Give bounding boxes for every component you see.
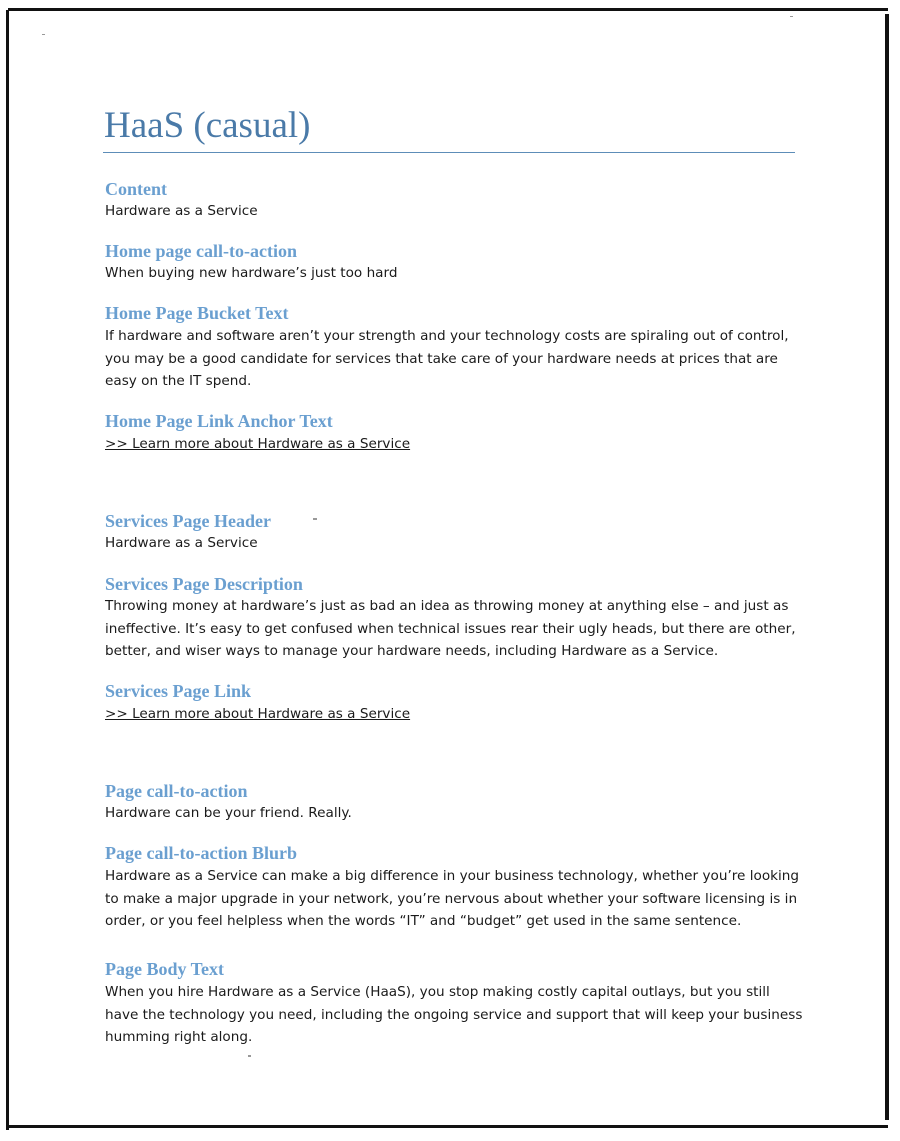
page-border-left: [6, 10, 9, 1130]
section-heading-page-cta: Page call-to-action: [105, 781, 248, 801]
section-body-page-cta: Hardware can be your friend. Really.: [105, 805, 352, 821]
section-body-home-link-anchor: [105, 433, 805, 456]
section-body-services-link: [105, 703, 805, 726]
scan-speck: [313, 518, 317, 520]
section-body-services-header: Hardware as a Service: [105, 535, 258, 551]
section-body-page-body-text: When you hire Hardware as a Service (HaaS), you stop making costly capital outlays, but you still have the technology you need, including the ongoing service and support that will keep your business humming right along.: [105, 984, 803, 1045]
section-body-home-page-cta: When buying new hardware’s just too hard: [105, 265, 398, 281]
learn-more-link[interactable]: >> Learn more about Hardware as a Service: [105, 436, 411, 452]
section-heading-page-body-text: Page Body Text: [105, 959, 225, 979]
section-heading-home-link-anchor: Home Page Link Anchor Text: [105, 411, 333, 431]
page-border-top: [8, 8, 888, 11]
section-heading-content: Content: [105, 179, 167, 199]
section-body-content: Hardware as a Service: [105, 203, 258, 219]
document-title: HaaS (casual): [104, 105, 311, 146]
section-heading-page-cta-blurb: Page call-to-action Blurb: [105, 843, 297, 863]
section-heading-home-page-cta: Home page call-to-action: [105, 241, 297, 261]
title-underline: [103, 152, 795, 153]
scan-speck: [42, 34, 45, 35]
section-body-services-description: Throwing money at hardware’s just as bad an idea as throwing money at anything else – and just as ineffective. It’s easy to get confused when technical issues rear their ugly heads, but there are other, better, and wiser ways to manage your hardware needs, including Hardware as a Service.: [105, 598, 796, 659]
section-heading-services-header: Services Page Header: [105, 511, 271, 531]
scan-speck: [248, 1055, 251, 1057]
page-border-right: [885, 14, 889, 1120]
section-body-home-bucket-text: If hardware and software aren’t your strength and your technology costs are spiraling out of control, you may be a good candidate for services that take care of your hardware needs at prices that are easy on the IT spend.: [105, 328, 789, 389]
section-heading-services-description: Services Page Description: [105, 574, 303, 594]
scan-speck: [790, 16, 793, 17]
page-border-bottom: [8, 1125, 888, 1128]
section-body-page-cta-blurb: Hardware as a Service can make a big difference in your business technology, whether you’re looking to make a major upgrade in your network, you’re nervous about whether your software licensing is in order, or you feel helpless when the words “IT” and “budget” get used in the same sentence.: [105, 868, 800, 929]
section-heading-services-link: Services Page Link: [105, 681, 251, 701]
learn-more-link[interactable]: >> Learn more about Hardware as a Service: [105, 706, 411, 722]
section-heading-home-bucket-text: Home Page Bucket Text: [105, 303, 289, 323]
